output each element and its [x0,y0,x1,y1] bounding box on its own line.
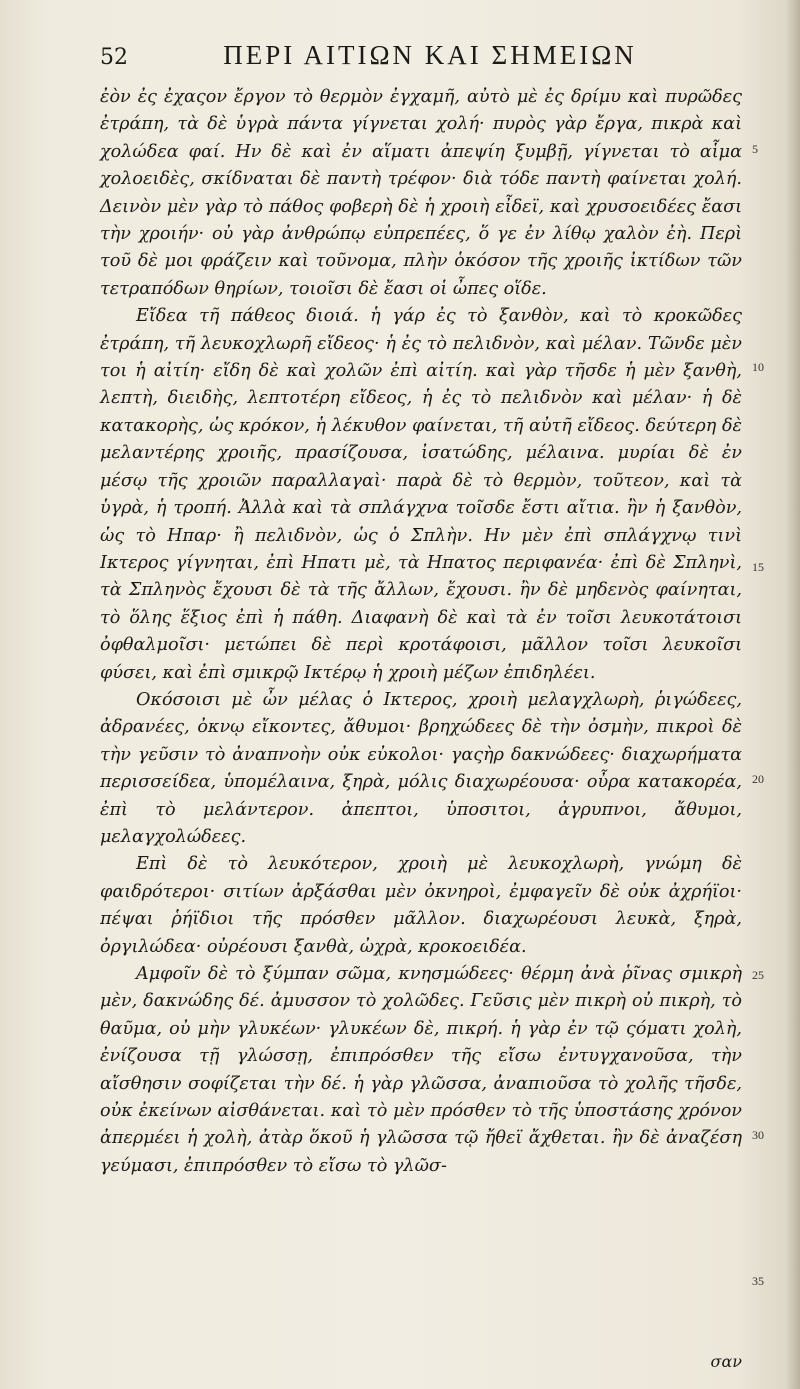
line-number: 5 [752,142,758,156]
page-edge-shadow [786,0,800,1389]
page-number: 52 [100,45,128,70]
catchword: σαν [710,1352,742,1371]
paragraph: ἐὸν ἐς ἐχαςον ἔργον τὸ θερμὸν ἐγχαμῆ, αὐτὸ μὲ ἐς δρίμυ καὶ πυρῶδες ἐτράπη, τὰ δὲ ὑγρὰ πάντα γίγνεται χολή· πυρὸς γὰρ ἔργα, πικρὰ καὶ χολώδεα φαί. Ην δὲ καὶ ἐν αἵματι ἀπεψίη ξυμβῇ, γίγνεται τὸ αἷμα χολοειδὲς, σκίδναται δὲ παντὴ τρέφον· διὰ τόδε παντὴ φαίνεται χολή. Δεινὸν μὲν γὰρ τὸ πάθος φοβερὴ δὲ ἡ χροιὴ εἶδεϊ, καὶ χρυσοειδέες ἔασι τὴν χροιήν· οὐ γὰρ ἀνθρώπῳ εὐπρεπέες, ὅ γε ἐν λίθῳ χαλὸν ἐὴ. Περὶ τοῦ δὲ μοι φράζειν καὶ τοῦνομα, πλὴν ὁκόσον τῆς χροιῆς ἰκτίδων τῶν τετραπόδων θηρίων, τοιοῖσι δὲ ἔασι οἱ ὦπες οἵδε. [100,87,742,299]
line-number: 15 [752,560,764,574]
paragraph: Οκόσοισι μὲ ὦν μέλας ὁ Ικτερος, χροιὴ μελαγχλωρὴ, ῥιγώδεες, ἀδρανέες, ὀκνῳ εἴκοντες, ἄθυμοι· βρηχώδεες δὲ τὴν ὀσμὴν, πικροὶ δὲ τὴν γεῦσιν τὸ ἀναπνοὴν οὐκ εὐκολοι· γαςὴρ δακνώδεες· διαχωρήματα περισσείδεα, ὑπομέλαινα, ξηρὰ, μόλις διαχωρέουσα· οὖρα κατακορέα, ἐπὶ τὸ μελάντερον. ἀπεπτοι, ὑποσιτοι, ἀγρυπνοι, ἄθυμοι, μελαγχολώδεες. [100,689,742,847]
line-number: 10 [752,360,764,374]
line-number: 30 [752,1128,764,1142]
main-text [100,84,742,1180]
paragraph: Επὶ δὲ τὸ λευκότερον, χροιὴ μὲ λευκοχλωρὴ, γνώμη δὲ φαιδρότεροι· σιτίων ἀρξάσθαι μὲν ὀκνηροὶ, ἐμφαγεῖν δὲ οὐκ ἀχρήϊοι· πέψαι ῥήϊδιοι τῆς πρόσθεν μᾶλλον. διαχωρέουσι λευκὰ, ξηρὰ, ὀργιλώδεα· οὐρέουσι ξανθὰ, ὠχρὰ, κροκοειδέα. [100,854,742,957]
paragraph: Εἴδεα τῆ πάθεος διοιά. ἡ γάρ ἐς τὸ ξανθὸν, καὶ τὸ κροκῶδες ἐτράπη, τῆ λευκοχλωρῆ εἴδεος· ἡ ἐς τὸ πελιδνὸν, καὶ μέλαν. Τῶνδε μὲν τοι ἡ αἰτίη· εἴδη δὲ καὶ χολῶν ἐπὶ αἰτίη. καὶ γὰρ τῆσδε ἡ μὲν ξανθὴ, λεπτὴ, διειδὴς, λεπτοτέρη εἴδεος, ἡ ἐς τὸ πελιδνὸν καὶ μέλαν· ἡ δὲ κατακορὴς, ὡς κρόκον, ἡ λέκυθον φαίνεται, τῆ αὐτῆ εἴδεος. δεύτερη δὲ μελαντέρης χροιῆς, πρασίζουσα, ἰσατώδης, μέλαινα. μυρίαι δὲ ἐν μέσῳ τῆς χροιῶν παραλλαγαὶ· παρὰ δὲ τὸ θερμὸν, τοῦτεον, καὶ τὰ ὑγρὰ, ἡ τροπή. Ἀλλὰ καὶ τὰ σπλάγχνα τοῖσδε ἔστι αἴτια. ἢν ἡ ξανθὸν, ὡς τὸ Ηπαρ· ἢ πελιδνὸν, ὡς ὁ Σπλὴν. Ην μὲν ἐπὶ σπλάγχνῳ τινὶ Ικτερος γίγνηται, ἐπὶ Ηπατι μὲ, τὰ Ηπατος περιφανέα· ἐπὶ δὲ Σπληνὶ, τὰ Σπληνὸς ἔχουσι δὲ τὰ τῆς ἄλλων, ἔχουσι. ἢν δὲ μηδενὸς φαίνηται, τὸ ὅλης ἕξιος ἐπὶ ἡ πάθη. Διαφανὴ δὲ καὶ τὰ ἐν τοῖσι λευκοτάτοισι ὀφθαλμοῖσι· μετώπει δὲ περὶ κροτάφοισι, μᾶλλον τοῖσι λευκοῖσι φύσει, καὶ ἐπὶ σμικρῷ Ικτέρῳ ἡ χροιὴ μέζων ἐπιδηλέει. [100,306,742,683]
line-number: 25 [752,968,764,982]
paragraph: Αμφοῖν δὲ τὸ ξύμπαν σῶμα, κνησμώδεες· θέρμη ἀνὰ ῥῖνας σμικρὴ μὲν, δακνώδης δέ. ἀμυσσον τὸ χολῶδες. Γεῦσις μὲν πικρὴ οὐ πικρὴ, τὸ θαῦμα, οὐ μὴν γλυκέων· γλυκέων δὲ, πικρή. ἡ γὰρ ἐν τῷ ςόματι χολὴ, ἐνίζουσα τῇ γλώσσῃ, ἐπιπρόσθεν τῆς εἴσω ἐντυγχανοῦσα, τὴν αἴσθησιν σοφίζεται τὴν δέ. ἡ γὰρ γλῶσσα, ἀναπιοῦσα τὸ χολῆς τῆσδε, οὐκ ἐκείνων αἰσθάνεται. καὶ τὸ μὲν πρόσθεν τὸ τῆς ὑποστάσης χρόνον ἀπερμέει ἡ χολὴ, ἀτὰρ ὅκοῦ ἡ γλῶσσα τῷ ἤθεϊ ἄχθεται. ἢν δὲ ἀναζέση γεύμασι, ἐπιπρόσθεν τὸ εἴσω τὸ γλῶσ- [100,964,742,1176]
page-header [100,40,740,76]
line-number: 35 [752,1274,764,1288]
line-number: 20 [752,772,764,786]
running-head: ΠΕΡΙ ΑΙΤΙΩΝ ΚΑΙ ΣΗΜΕΙΩΝ [223,40,637,70]
